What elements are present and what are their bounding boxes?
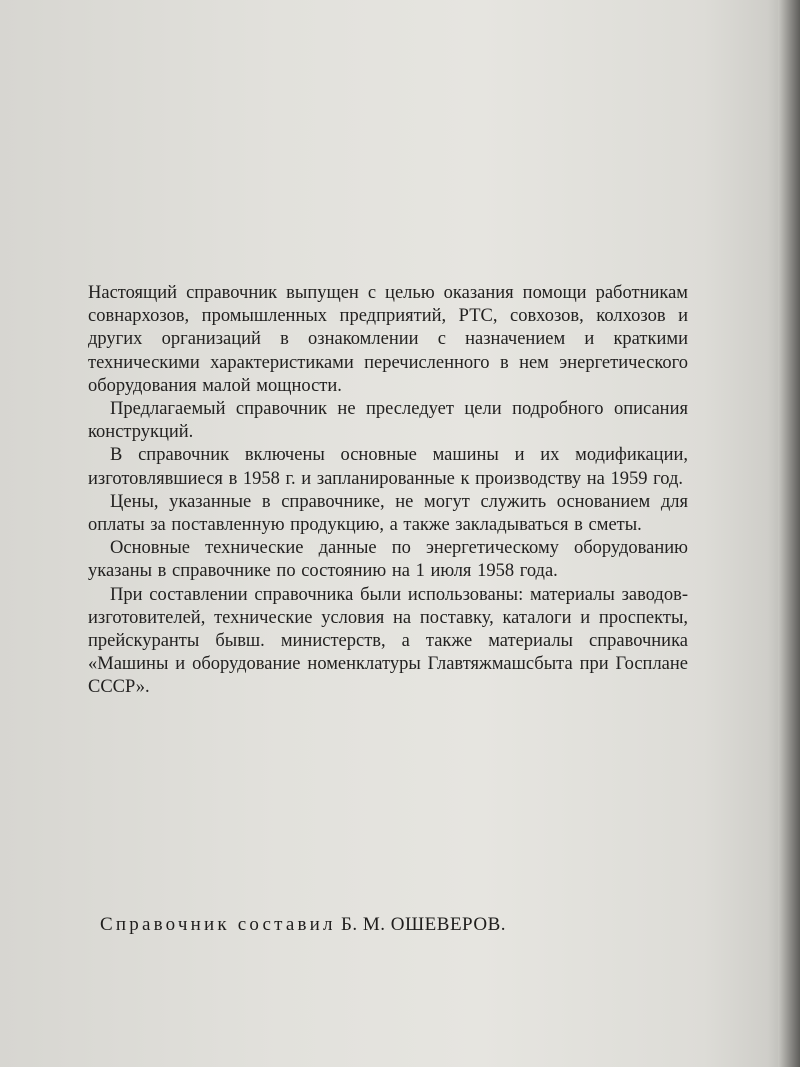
- paragraph-machines: В справочник включены основные машины и их модификации, изготовлявшиеся в 1958 г. и запланированные к производству на 1959 год.: [88, 445, 688, 489]
- compiler-line: [100, 914, 506, 936]
- paragraph-prices: Цены, указанные в справочнике, не могут служить основанием для оплаты за поставленную продукцию, а также закладываться в сметы.: [88, 491, 688, 536]
- preface-text: [88, 282, 688, 700]
- paragraph-sources: При составлении справочника были использованы: материалы заводов-изготовителей, технические условия на поставку, каталоги и проспекты, прейскуранты бывш. министерств, а также материалы справочника «Машины и оборудование номенклатуры Главтяжмашсбыта при Госплане СССР».: [88, 584, 688, 698]
- paragraph-data-date: Основные технические данные по энергетическому оборудованию указаны в справочнике по состоянию на 1 июля 1958 года.: [88, 538, 688, 582]
- page-edge-shadow: [778, 0, 800, 1067]
- compiler-label: Справочник составил: [100, 914, 336, 935]
- paragraph-scope: Предлагаемый справочник не преследует цели подробного описания конструкций.: [88, 399, 688, 443]
- compiler-name: Б. М. ОШЕВЕРОВ.: [340, 914, 507, 935]
- paragraph-purpose: Настоящий справочник выпущен с целью оказания помощи работникам совнархозов, промышленных предприятий, РТС, совхозов, колхозов и других организаций в ознакомлении с назначением и краткими техническими характеристиками перечисленного в нем энергетического оборудования малой мощности.: [88, 283, 688, 396]
